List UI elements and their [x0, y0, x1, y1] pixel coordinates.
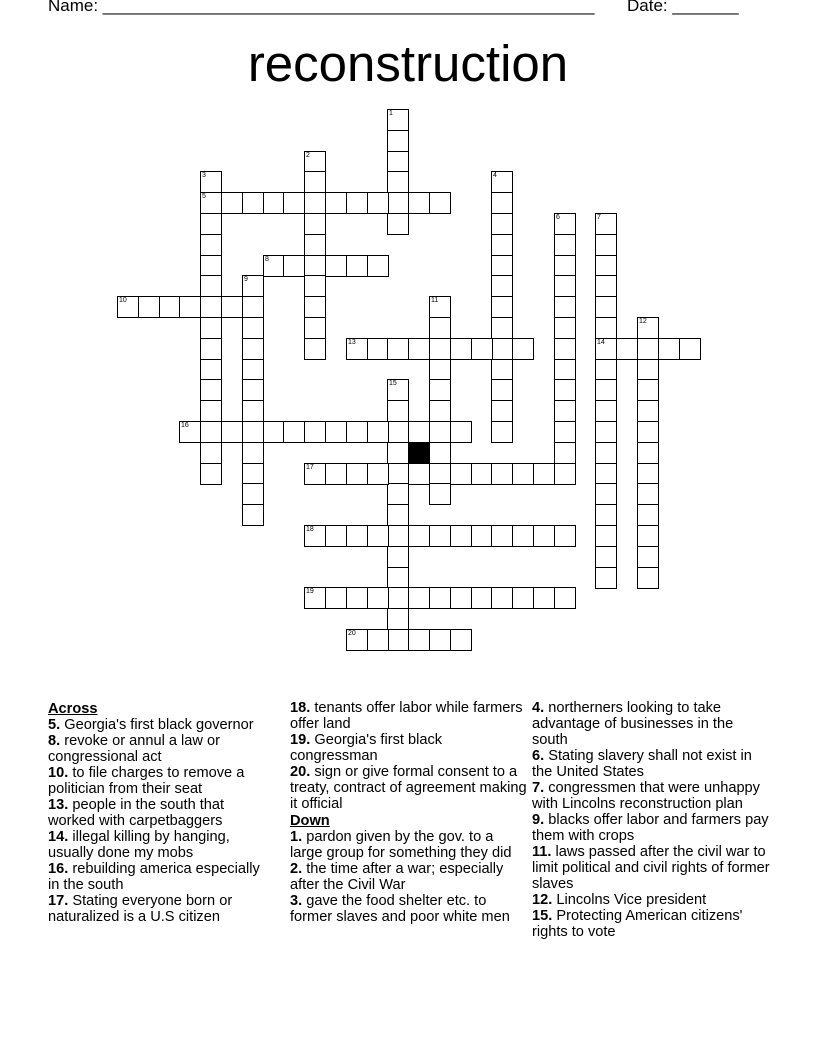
- cell-number: 2: [306, 152, 310, 159]
- grid-cell[interactable]: [242, 400, 264, 422]
- date-field[interactable]: Date: _______: [627, 0, 739, 15]
- grid-cell[interactable]: [325, 525, 347, 547]
- cell-number: 4: [493, 172, 497, 179]
- grid-cell[interactable]: [595, 525, 617, 547]
- grid-cell[interactable]: [658, 338, 680, 360]
- cell-number: 14: [597, 339, 605, 346]
- clue-number: 1.: [290, 829, 303, 845]
- grid-cell[interactable]: [346, 463, 368, 485]
- grid-cell[interactable]: [491, 379, 513, 401]
- grid-cell[interactable]: [595, 504, 617, 526]
- clue-down-6: [532, 748, 772, 780]
- clue-number: 5.: [48, 717, 61, 733]
- grid-cell[interactable]: [554, 463, 576, 485]
- grid-cell[interactable]: [367, 192, 389, 214]
- clue-number: 13.: [48, 797, 69, 813]
- grid-cell[interactable]: [408, 525, 430, 547]
- grid-cell[interactable]: [387, 109, 409, 131]
- grid-cell[interactable]: [554, 213, 576, 235]
- grid-cell[interactable]: [491, 359, 513, 381]
- grid-cell[interactable]: [491, 317, 513, 339]
- grid-cell[interactable]: [554, 379, 576, 401]
- grid-cell[interactable]: [554, 587, 576, 609]
- grid-cell[interactable]: [179, 296, 201, 318]
- clue-text: Georgia's first black governor: [64, 717, 254, 733]
- grid-cell[interactable]: [200, 338, 222, 360]
- grid-cell[interactable]: [408, 629, 430, 651]
- grid-cell[interactable]: [512, 338, 534, 360]
- grid-cell[interactable]: [450, 525, 472, 547]
- grid-cell[interactable]: [637, 359, 659, 381]
- grid-cell[interactable]: [200, 359, 222, 381]
- cell-number: 5: [202, 193, 206, 200]
- grid-cell[interactable]: [242, 338, 264, 360]
- grid-cell[interactable]: [387, 629, 409, 651]
- grid-cell[interactable]: [221, 421, 243, 443]
- clue-across-20: [290, 764, 528, 812]
- grid-cell[interactable]: [637, 546, 659, 568]
- grid-cell[interactable]: [304, 421, 326, 443]
- name-field[interactable]: Name: ____________________________________________________: [48, 0, 595, 15]
- grid-cell[interactable]: [242, 379, 264, 401]
- grid-cell[interactable]: [304, 234, 326, 256]
- clue-down-2: [290, 861, 528, 893]
- clue-text: the time after a war; especially after the Civil War: [290, 861, 504, 893]
- grid-cell[interactable]: [367, 338, 389, 360]
- grid-cell[interactable]: [429, 587, 451, 609]
- clue-down-4: [532, 700, 772, 748]
- clue-across-5: [48, 717, 273, 733]
- grid-cell[interactable]: [346, 629, 368, 651]
- grid-cell[interactable]: [200, 442, 222, 464]
- grid-cell[interactable]: [554, 234, 576, 256]
- grid-cell[interactable]: [616, 338, 638, 360]
- grid-cell[interactable]: [242, 359, 264, 381]
- clue-text: northerners looking to take advantage of businesses in the south: [532, 700, 734, 748]
- grid-cell[interactable]: [429, 525, 451, 547]
- grid-cell[interactable]: [367, 525, 389, 547]
- grid-cell[interactable]: [346, 587, 368, 609]
- grid-cell[interactable]: [367, 463, 389, 485]
- grid-cell[interactable]: [595, 567, 617, 589]
- clues-column-2: [290, 700, 528, 925]
- clue-text: illegal killing by hanging, usually done my mobs: [48, 829, 230, 861]
- clue-number: 15.: [532, 908, 553, 924]
- grid-cell[interactable]: [242, 192, 264, 214]
- down-heading: Down: [290, 813, 330, 829]
- cell-number: 15: [389, 380, 397, 387]
- grid-cell[interactable]: [554, 359, 576, 381]
- puzzle-title: reconstruction: [247, 35, 569, 92]
- clue-text: Georgia's first black congressman: [290, 732, 443, 764]
- grid-cell[interactable]: [533, 525, 555, 547]
- grid-cell[interactable]: [595, 338, 617, 360]
- grid-cell[interactable]: [595, 234, 617, 256]
- grid-cell[interactable]: [367, 255, 389, 277]
- grid-cell[interactable]: [200, 421, 222, 443]
- grid-cell[interactable]: [242, 483, 264, 505]
- grid-cell[interactable]: [304, 151, 326, 173]
- cell-number: 20: [348, 630, 356, 637]
- clue-number: 11.: [532, 844, 552, 860]
- grid-cell[interactable]: [637, 483, 659, 505]
- grid-cell[interactable]: [387, 213, 409, 235]
- grid-cell[interactable]: [429, 629, 451, 651]
- grid-cell[interactable]: [387, 171, 409, 193]
- grid-cell[interactable]: [512, 587, 534, 609]
- grid-cell[interactable]: [408, 192, 430, 214]
- grid-cell[interactable]: [491, 213, 513, 235]
- grid-cell[interactable]: [387, 338, 409, 360]
- clue-number: 4.: [532, 700, 545, 716]
- grid-cell[interactable]: [117, 296, 139, 318]
- grid-cell[interactable]: [304, 171, 326, 193]
- cell-number: 13: [348, 339, 356, 346]
- cell-number: 3: [202, 172, 206, 179]
- grid-cell[interactable]: [242, 463, 264, 485]
- grid-cell[interactable]: [242, 421, 264, 443]
- clue-across-13: [48, 797, 273, 829]
- grid-cell[interactable]: [595, 483, 617, 505]
- grid-cell[interactable]: [387, 192, 409, 214]
- grid-cell[interactable]: [200, 400, 222, 422]
- grid-cell[interactable]: [471, 338, 493, 360]
- grid-cell[interactable]: [554, 296, 576, 318]
- clue-number: 7.: [532, 780, 545, 796]
- grid-cell[interactable]: [387, 151, 409, 173]
- grid-cell[interactable]: [491, 171, 513, 193]
- grid-cell[interactable]: [429, 338, 451, 360]
- clue-across-17: [48, 893, 273, 925]
- grid-cell[interactable]: [595, 421, 617, 443]
- clues-column-1: [48, 700, 273, 925]
- grid-cell[interactable]: [304, 338, 326, 360]
- cell-number: 11: [431, 297, 439, 304]
- grid-cell[interactable]: [637, 338, 659, 360]
- clue-text: pardon given by the gov. to a large group for something they did: [290, 829, 512, 861]
- grid-cell[interactable]: [387, 504, 409, 526]
- clue-number: 20.: [290, 764, 311, 780]
- clue-text: Lincolns Vice president: [556, 892, 707, 908]
- clue-across-8: [48, 733, 273, 765]
- grid-cell[interactable]: [346, 255, 368, 277]
- clue-text: Stating slavery shall not exist in the United States: [532, 748, 752, 780]
- grid-cell[interactable]: [408, 463, 430, 485]
- grid-cell[interactable]: [242, 442, 264, 464]
- grid-cell[interactable]: [637, 567, 659, 589]
- grid-cell[interactable]: [221, 296, 243, 318]
- grid-cell[interactable]: [595, 213, 617, 235]
- grid-cell[interactable]: [387, 421, 409, 443]
- grid-cell[interactable]: [408, 421, 430, 443]
- clue-across-14: [48, 829, 273, 861]
- grid-cell[interactable]: [429, 317, 451, 339]
- clue-text: gave the food shelter etc. to former slaves and poor white men: [290, 893, 510, 925]
- grid-cell[interactable]: [595, 463, 617, 485]
- grid-cell[interactable]: [179, 421, 201, 443]
- grid-cell[interactable]: [367, 629, 389, 651]
- grid-cell[interactable]: [512, 463, 534, 485]
- clue-down-7: [532, 780, 772, 812]
- grid-cell[interactable]: [325, 421, 347, 443]
- clue-number: 3.: [290, 893, 303, 909]
- grid-cell[interactable]: [429, 379, 451, 401]
- grid-cell[interactable]: [159, 296, 181, 318]
- grid-cell[interactable]: [200, 234, 222, 256]
- grid-cell[interactable]: [304, 192, 326, 214]
- clue-number: 18.: [290, 700, 311, 716]
- grid-cell[interactable]: [637, 317, 659, 339]
- grid-cell[interactable]: [595, 255, 617, 277]
- grid-cell[interactable]: [554, 255, 576, 277]
- clue-text: tenants offer labor while farmers offer land: [290, 700, 523, 732]
- grid-cell[interactable]: [263, 192, 285, 214]
- grid-cell[interactable]: [387, 567, 409, 589]
- grid-cell[interactable]: [200, 317, 222, 339]
- clue-across-10: [48, 765, 273, 797]
- clue-across-18: [290, 700, 528, 732]
- grid-cell[interactable]: [408, 587, 430, 609]
- grid-cell[interactable]: [595, 317, 617, 339]
- grid-cell[interactable]: [242, 275, 264, 297]
- grid-cell[interactable]: [200, 192, 222, 214]
- clue-text: sign or give formal consent to a treaty, contract of agreement making it official: [290, 764, 527, 812]
- clue-number: 8.: [48, 733, 61, 749]
- clue-text: revoke or annul a law or congressional act: [48, 733, 220, 765]
- grid-cell[interactable]: [554, 338, 576, 360]
- clue-down-11: [532, 844, 772, 892]
- grid-cell[interactable]: [491, 234, 513, 256]
- grid-cell[interactable]: [679, 338, 701, 360]
- cell-number: 8: [265, 256, 269, 263]
- grid-cell[interactable]: [429, 296, 451, 318]
- clue-number: 19.: [290, 732, 311, 748]
- grid-cell[interactable]: [200, 296, 222, 318]
- grid-cell[interactable]: [263, 421, 285, 443]
- grid-cell[interactable]: [471, 525, 493, 547]
- cell-number: 17: [306, 464, 314, 471]
- grid-cell[interactable]: [429, 359, 451, 381]
- grid-cell[interactable]: [637, 442, 659, 464]
- clue-down-3: [290, 893, 528, 925]
- clue-down-15: [532, 908, 772, 940]
- grid-cell[interactable]: [242, 317, 264, 339]
- grid-cell[interactable]: [346, 192, 368, 214]
- cell-number: 16: [181, 422, 189, 429]
- clue-text: laws passed after the civil war to limit political and civil rights of former slaves: [532, 844, 770, 892]
- clue-across-16: [48, 861, 273, 893]
- grid-cell[interactable]: [200, 463, 222, 485]
- grid-cell[interactable]: [304, 317, 326, 339]
- grid-cell[interactable]: [512, 525, 534, 547]
- clue-text: to file charges to remove a politician from their seat: [48, 765, 245, 797]
- grid-cell[interactable]: [304, 255, 326, 277]
- clue-number: 10.: [48, 765, 69, 781]
- grid-cell[interactable]: [387, 463, 409, 485]
- grid-cell[interactable]: [387, 525, 409, 547]
- grid-cell[interactable]: [595, 546, 617, 568]
- grid-cell[interactable]: [491, 255, 513, 277]
- grid-cell[interactable]: [283, 421, 305, 443]
- grid-cell[interactable]: [429, 442, 451, 464]
- cell-number: 12: [639, 318, 647, 325]
- grid-cell[interactable]: [325, 192, 347, 214]
- cell-number: 19: [306, 588, 314, 595]
- clue-number: 12.: [532, 892, 553, 908]
- grid-cell[interactable]: [450, 587, 472, 609]
- grid-cell[interactable]: [595, 359, 617, 381]
- grid-cell[interactable]: [533, 463, 555, 485]
- grid-cell[interactable]: [200, 213, 222, 235]
- grid-cell[interactable]: [346, 525, 368, 547]
- grid-cell[interactable]: [429, 421, 451, 443]
- grid-cell[interactable]: [325, 587, 347, 609]
- clue-text: people in the south that worked with carpetbaggers: [48, 797, 225, 829]
- grid-cell[interactable]: [637, 463, 659, 485]
- grid-cell[interactable]: [450, 629, 472, 651]
- clue-text: rebuilding america especially in the south: [48, 861, 260, 893]
- grid-cell[interactable]: [387, 379, 409, 401]
- grid-cell[interactable]: [387, 546, 409, 568]
- grid-cell[interactable]: [637, 421, 659, 443]
- grid-cell[interactable]: [637, 525, 659, 547]
- grid-cell[interactable]: [491, 338, 513, 360]
- cell-number: 6: [556, 214, 560, 221]
- grid-cell[interactable]: [450, 421, 472, 443]
- grid-cell[interactable]: [221, 192, 243, 214]
- clue-number: 9.: [532, 812, 545, 828]
- grid-cell[interactable]: [200, 275, 222, 297]
- grid-cell[interactable]: [637, 400, 659, 422]
- grid-cell[interactable]: [595, 379, 617, 401]
- across-heading: Across: [48, 701, 98, 717]
- grid-cell[interactable]: [387, 130, 409, 152]
- grid-cell[interactable]: [491, 587, 513, 609]
- grid-cell[interactable]: [304, 296, 326, 318]
- grid-cell[interactable]: [387, 587, 409, 609]
- clue-number: 2.: [290, 861, 303, 877]
- grid-cell[interactable]: [242, 504, 264, 526]
- grid-cell[interactable]: [346, 338, 368, 360]
- grid-cell[interactable]: [325, 255, 347, 277]
- cell-number: 9: [244, 276, 248, 283]
- grid-cell[interactable]: [429, 400, 451, 422]
- grid-cell[interactable]: [637, 379, 659, 401]
- grid-cell[interactable]: [408, 338, 430, 360]
- grid-cell[interactable]: [471, 587, 493, 609]
- grid-cell[interactable]: [138, 296, 160, 318]
- grid-cell[interactable]: [554, 442, 576, 464]
- grid-cell[interactable]: [450, 338, 472, 360]
- grid-cell[interactable]: [491, 525, 513, 547]
- grid-cell[interactable]: [263, 255, 285, 277]
- clue-text: congressmen that were unhappy with Lincolns reconstruction plan: [532, 780, 760, 812]
- clue-down-1: [290, 829, 528, 861]
- grid-cell[interactable]: [387, 400, 409, 422]
- grid-cell[interactable]: [533, 587, 555, 609]
- grid-cell[interactable]: [554, 525, 576, 547]
- grid-cell[interactable]: [200, 255, 222, 277]
- grid-cell[interactable]: [491, 192, 513, 214]
- cell-number: 1: [389, 110, 393, 117]
- grid-cell[interactable]: [595, 442, 617, 464]
- clue-down-12: [532, 892, 772, 908]
- grid-cell[interactable]: [200, 171, 222, 193]
- grid-cell[interactable]: [283, 192, 305, 214]
- grid-cell[interactable]: [346, 421, 368, 443]
- clue-down-9: [532, 812, 772, 844]
- grid-cell[interactable]: [491, 400, 513, 422]
- clue-number: 17.: [48, 893, 69, 909]
- cell-number: 10: [119, 297, 127, 304]
- grid-cell[interactable]: [429, 463, 451, 485]
- grid-cell[interactable]: [491, 275, 513, 297]
- grid-cell[interactable]: [595, 296, 617, 318]
- clue-number: 6.: [532, 748, 545, 764]
- grid-cell[interactable]: [491, 463, 513, 485]
- grid-cell[interactable]: [554, 275, 576, 297]
- grid-cell[interactable]: [554, 400, 576, 422]
- grid-cell[interactable]: [304, 587, 326, 609]
- clue-number: 16.: [48, 861, 69, 877]
- cell-number: 18: [306, 526, 314, 533]
- grid-cell[interactable]: [595, 275, 617, 297]
- grid-cell[interactable]: [595, 400, 617, 422]
- grid-cell[interactable]: [491, 421, 513, 443]
- grid-cell[interactable]: [283, 255, 305, 277]
- grid-cell[interactable]: [242, 296, 264, 318]
- grid-cell[interactable]: [429, 192, 451, 214]
- clue-text: Stating everyone born or naturalized is a U.S citizen: [48, 893, 233, 925]
- grid-cell[interactable]: [367, 421, 389, 443]
- grid-cell[interactable]: [450, 463, 472, 485]
- grid-cell[interactable]: [200, 379, 222, 401]
- grid-cell[interactable]: [325, 463, 347, 485]
- grid-cell[interactable]: [554, 317, 576, 339]
- grid-cell[interactable]: [429, 483, 451, 505]
- grid-cell[interactable]: [471, 463, 493, 485]
- grid-cell[interactable]: [304, 275, 326, 297]
- grid-cell[interactable]: [304, 525, 326, 547]
- clue-text: Protecting American citizens' rights to vote: [532, 908, 743, 940]
- clue-across-19: [290, 732, 528, 764]
- grid-cell[interactable]: [367, 587, 389, 609]
- clue-text: blacks offer labor and farmers pay them with crops: [532, 812, 769, 844]
- grid-cell[interactable]: [387, 483, 409, 505]
- grid-cell[interactable]: [637, 504, 659, 526]
- grid-cell[interactable]: [387, 442, 409, 464]
- clues-column-3: [532, 700, 772, 940]
- clue-number: 14.: [48, 829, 69, 845]
- grid-cell[interactable]: [304, 463, 326, 485]
- grid-cell[interactable]: [387, 608, 409, 630]
- black-cell: [408, 442, 430, 464]
- grid-cell[interactable]: [554, 421, 576, 443]
- cell-number: 7: [597, 214, 601, 221]
- grid-cell[interactable]: [491, 296, 513, 318]
- grid-cell[interactable]: [304, 213, 326, 235]
